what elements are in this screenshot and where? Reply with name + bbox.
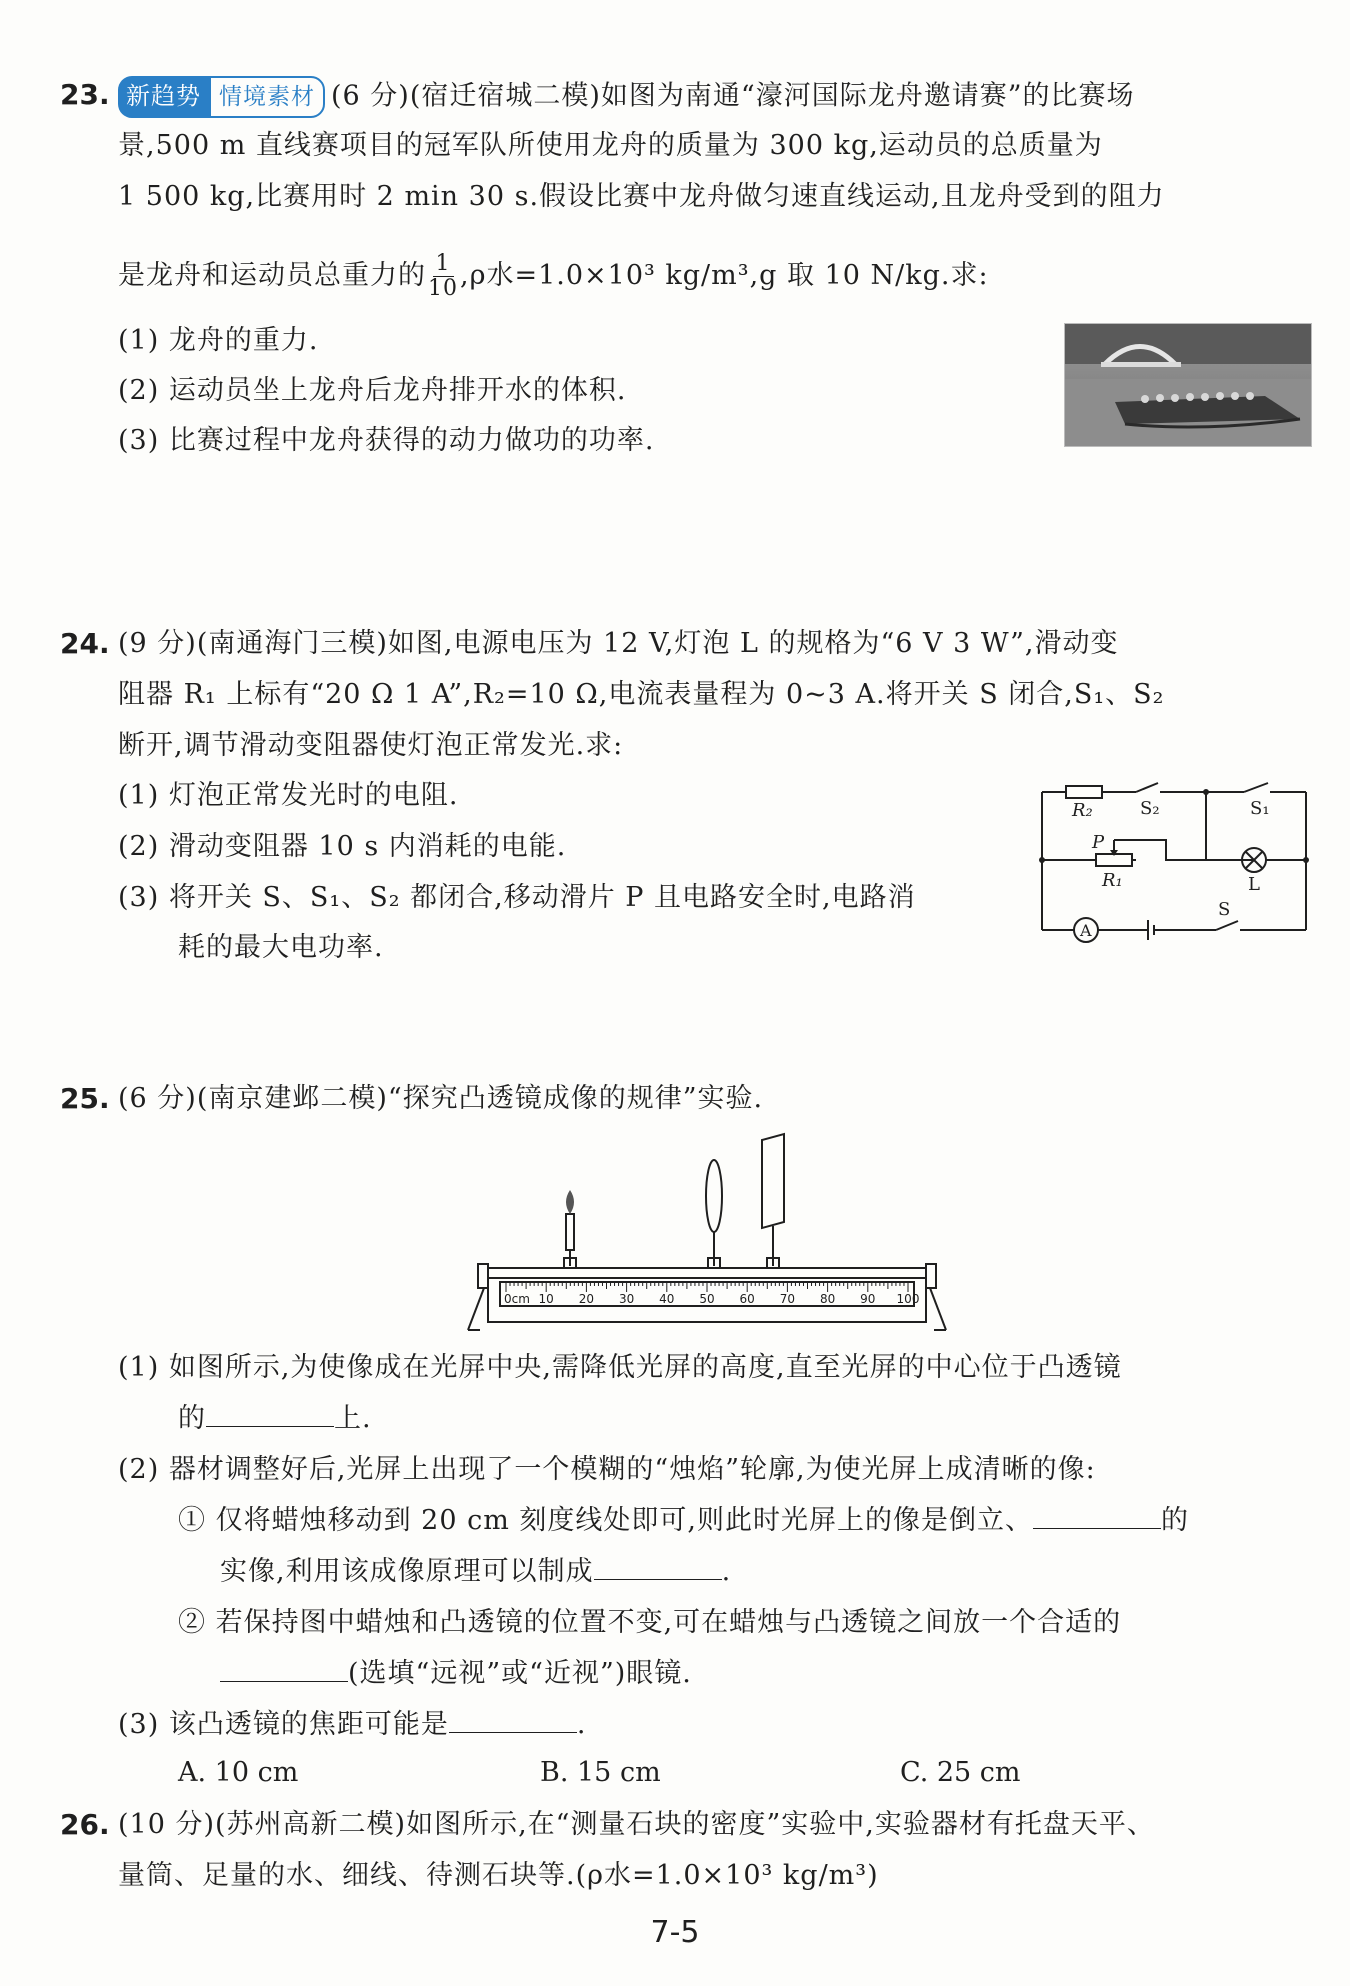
ammeter-label: A	[1080, 921, 1092, 940]
q25-p3a: (3) 该凸透镜的焦距可能是	[118, 1709, 449, 1740]
ruler-tick-label: 10	[538, 1292, 554, 1306]
q25-p2-1-cont	[220, 1553, 731, 1591]
label-r1: R₁	[1102, 870, 1123, 891]
circuit-diagram	[1036, 780, 1316, 945]
q23-text1: (6 分)(宿迁宿城二模)如图为南通“濠河国际龙舟邀请赛”的比赛场	[331, 80, 1135, 112]
q25-p2-1c: 实像,利用该成像原理可以制成	[220, 1556, 594, 1587]
tag-context-material: 情境素材	[209, 76, 325, 118]
frac-num: 1	[433, 252, 454, 277]
q24-item3: (3) 将开关 S、S₁、S₂ 都闭合,移动滑片 P 且电路安全时,电路消	[118, 882, 916, 913]
q24-line1: (9 分)(南通海门三模)如图,电源电压为 12 V,灯泡 L 的规格为“6 V 3 W”,滑动变	[118, 628, 1119, 659]
ruler-tick-label: 90	[860, 1292, 876, 1306]
q23-item3: (3) 比赛过程中龙舟获得的动力做功的功率.	[118, 425, 655, 456]
option-a[interactable]: A. 10 cm	[178, 1757, 299, 1788]
q24-line2: 阻器 R₁ 上标有“20 Ω 1 A”,R₂=10 Ω,电流表量程为 0~3 A.将开关 S 闭合,S₁、S₂	[118, 679, 1165, 710]
q25-p2-1a: ① 仅将蜡烛移动到 20 cm 刻度线处即可,则此时光屏上的像是倒立、	[178, 1505, 1033, 1536]
q25-p2-2b: (选填“远视”或“近视”)眼镜.	[348, 1658, 692, 1689]
optical-bench-diagram	[462, 1130, 952, 1340]
ruler-tick-label: 30	[618, 1292, 635, 1306]
q25-p1a: (1) 如图所示,为使像成在光屏中央,需降低光屏的高度,直至光屏的中心位于凸透镜	[118, 1352, 1122, 1383]
answer-blank-2[interactable]	[1033, 1504, 1161, 1529]
q23-line3: 1 500 kg,比赛用时 2 min 30 s.假设比赛中龙舟做匀速直线运动,且龙舟受到的阻力	[118, 181, 1165, 212]
ruler-tick-label: 20	[578, 1292, 595, 1306]
q25-p2-1	[178, 1502, 1189, 1540]
tag-new-trend: 新趋势	[118, 76, 209, 118]
fraction-one-tenth	[428, 252, 458, 301]
label-r2: R₂	[1072, 800, 1093, 821]
q25-p3b: .	[576, 1709, 587, 1740]
page-number: 7-5	[650, 1915, 700, 1950]
q25-number: 25.	[60, 1082, 110, 1115]
label-l: L	[1248, 874, 1260, 895]
q24-item3-cont: 耗的最大电功率.	[178, 932, 384, 963]
ruler-tick-label: 80	[819, 1292, 836, 1306]
q23-line2: 景,500 m 直线赛项目的冠军队所使用龙舟的质量为 300 kg,运动员的总质量为	[118, 130, 1103, 161]
q23-item2: (2) 运动员坐上龙舟后龙舟排开水的体积.	[118, 375, 627, 406]
q24-item1: (1) 灯泡正常发光时的电阻.	[118, 780, 459, 811]
ruler-tick-label: 0cm	[504, 1292, 530, 1306]
q26-line1: (10 分)(苏州高新二模)如图所示,在“测量石块的密度”实验中,实验器材有托盘天平、	[118, 1809, 1155, 1840]
ruler-tick-label: 70	[779, 1292, 796, 1306]
q25-line1: (6 分)(南京建邺二模)“探究凸透镜成像的规律”实验.	[118, 1083, 764, 1114]
answer-blank-1[interactable]	[206, 1402, 334, 1427]
q23-tag	[118, 76, 325, 118]
q24-line3: 断开,调节滑动变阻器使灯泡正常发光.求:	[118, 730, 624, 761]
q24-number: 24.	[60, 627, 110, 660]
dragon-boat-photo	[1064, 323, 1312, 447]
ruler-tick-label: 100	[896, 1292, 920, 1306]
label-p: P	[1092, 832, 1105, 853]
q25-p2-1b: 的	[1161, 1505, 1189, 1536]
answer-blank-3[interactable]	[594, 1555, 722, 1580]
q23-line4b: ,ρ水=1.0×10³ kg/m³,g 取 10 N/kg.求:	[460, 260, 989, 291]
q23-item1: (1) 龙舟的重力.	[118, 325, 319, 356]
q23-line4	[118, 252, 989, 301]
label-s2: S₂	[1140, 798, 1160, 819]
q24-item2: (2) 滑动变阻器 10 s 内消耗的电能.	[118, 831, 567, 862]
q25-p2: (2) 器材调整好后,光屏上出现了一个模糊的“烛焰”轮廓,为使光屏上成清晰的像:	[118, 1454, 1096, 1485]
q25-p1b-a: 的	[178, 1403, 206, 1434]
r2-resistor	[1066, 786, 1102, 798]
label-s: S	[1218, 899, 1231, 920]
q23-number: 23.	[60, 78, 110, 111]
ruler-tick-label: 60	[739, 1292, 755, 1306]
answer-blank-4[interactable]	[220, 1657, 348, 1682]
q25-p2-2: ② 若保持图中蜡烛和凸透镜的位置不变,可在蜡烛与凸透镜之间放一个合适的	[178, 1607, 1122, 1638]
frac-den: 10	[428, 276, 458, 301]
option-c[interactable]: C. 25 cm	[900, 1757, 1021, 1788]
ruler-tick-label: 50	[699, 1292, 715, 1306]
q23-line1	[118, 76, 1135, 118]
q25-p3	[118, 1706, 586, 1744]
q23-line4a: 是龙舟和运动员总重力的	[118, 260, 426, 291]
q25-p2-1d: .	[721, 1556, 732, 1587]
option-b[interactable]: B. 15 cm	[540, 1757, 661, 1788]
q25-p2-2-cont	[220, 1655, 692, 1693]
q25-p1b-b: 上.	[334, 1403, 372, 1434]
ruler-tick-label: 40	[659, 1292, 675, 1306]
q25-p1b	[178, 1400, 372, 1438]
q26-number: 26.	[60, 1808, 110, 1841]
answer-blank-5[interactable]	[449, 1708, 577, 1733]
q26-line2: 量筒、足量的水、细线、待测石块等.(ρ水=1.0×10³ kg/m³)	[118, 1860, 879, 1891]
label-s1: S₁	[1250, 798, 1270, 819]
